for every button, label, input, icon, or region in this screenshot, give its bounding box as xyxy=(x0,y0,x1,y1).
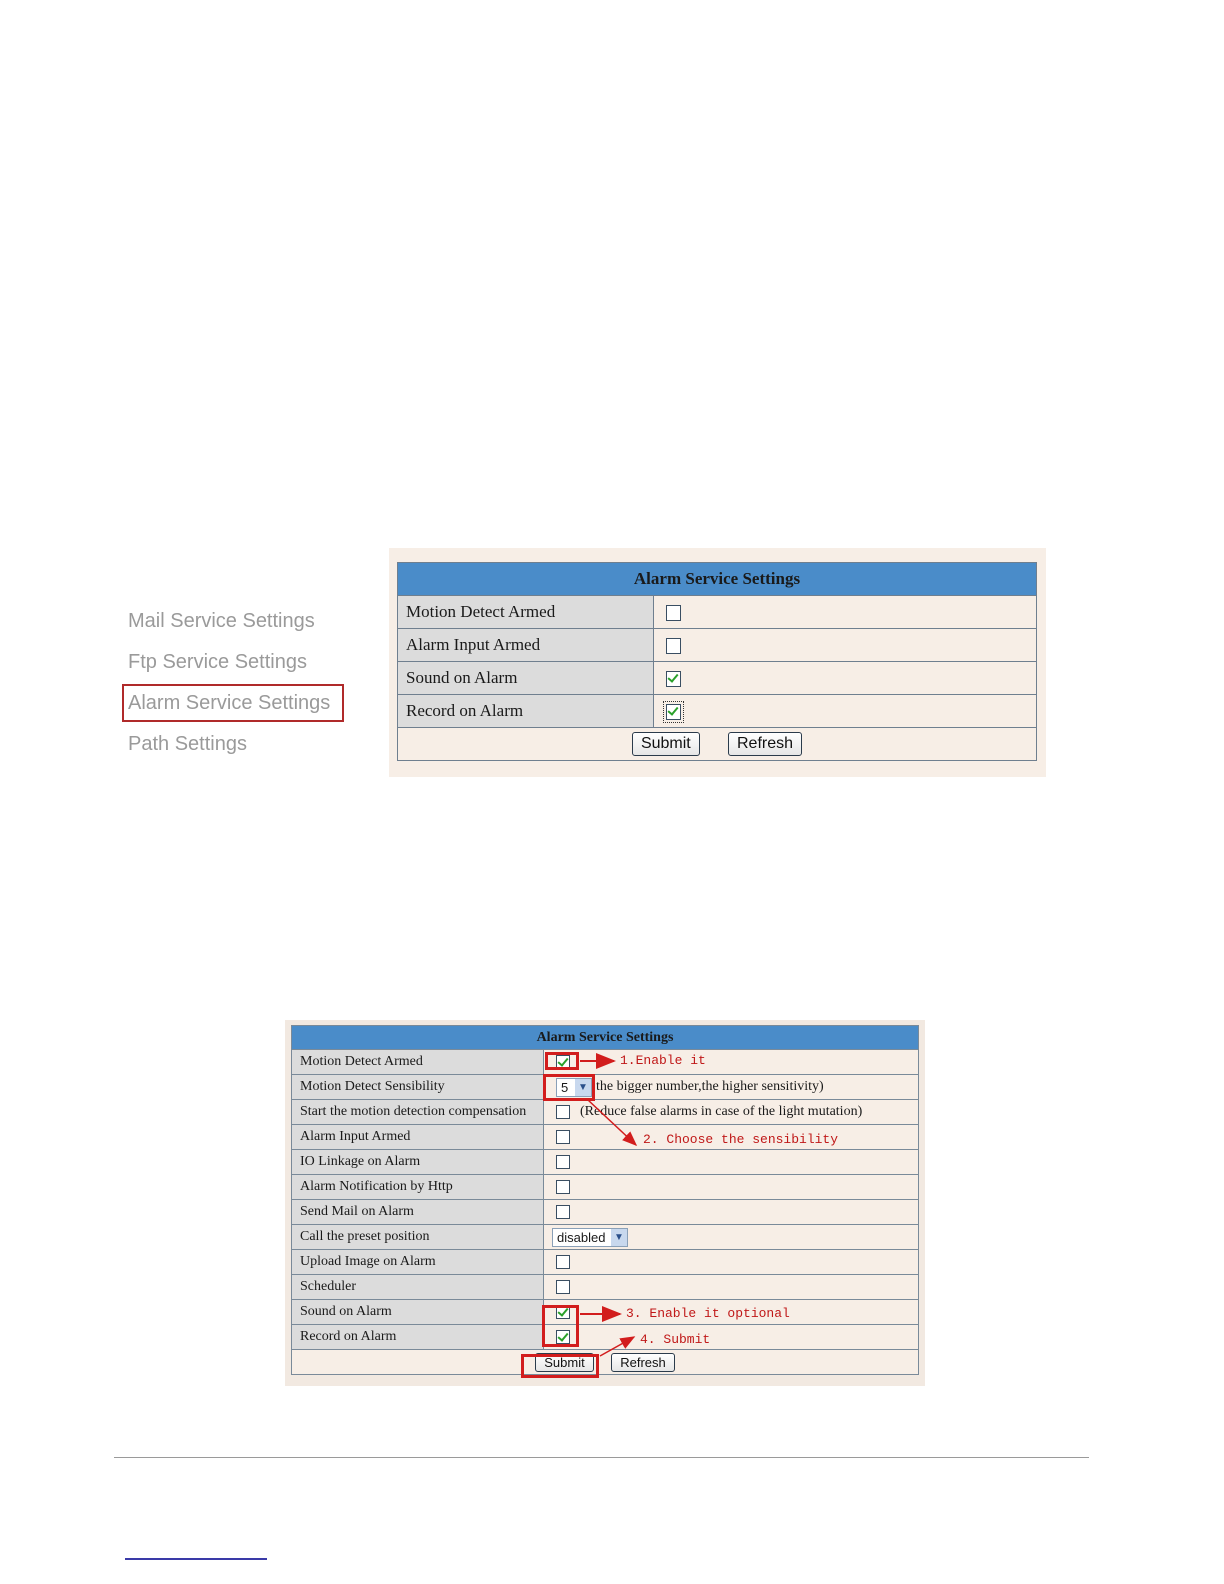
row-label: Scheduler xyxy=(292,1275,544,1300)
row-label: Motion Detect Armed xyxy=(398,596,654,629)
chevron-down-icon: ▼ xyxy=(575,1079,591,1096)
submit-button[interactable]: Submit xyxy=(535,1353,593,1372)
annotation-step2: 2. Choose the sensibility xyxy=(643,1132,839,1147)
menu-item-label: Alarm Service Settings xyxy=(128,692,331,714)
row-label: IO Linkage on Alarm xyxy=(292,1150,544,1175)
row-label: Alarm Notification by Http xyxy=(292,1175,544,1200)
table-title: Alarm Service Settings xyxy=(292,1026,919,1050)
refresh-button[interactable]: Refresh xyxy=(611,1353,675,1372)
chevron-down-icon: ▼ xyxy=(611,1229,627,1246)
row-label: Send Mail on Alarm xyxy=(292,1200,544,1225)
row-label: Sound on Alarm xyxy=(398,662,654,695)
annotation-step3: 3. Enable it optional xyxy=(626,1306,790,1321)
menu-item-ftp-service[interactable]: Ftp Service Settings xyxy=(128,651,307,673)
menu-item-mail-service[interactable]: Mail Service Settings xyxy=(128,610,315,632)
row-label: Alarm Input Armed xyxy=(292,1125,544,1150)
row-label: Start the motion detection compensation xyxy=(292,1100,544,1125)
menu-item-path-settings[interactable]: Path Settings xyxy=(128,733,247,755)
select-value: disabled xyxy=(557,1229,606,1245)
compensation-note: (Reduce false alarms in case of the light mutation) xyxy=(580,1103,863,1119)
row-label: Alarm Input Armed xyxy=(398,629,654,662)
annotation-step1: 1.Enable it xyxy=(620,1053,706,1068)
submit-button[interactable]: Submit xyxy=(632,732,700,756)
row-label: Sound on Alarm xyxy=(292,1300,544,1325)
table-title: Alarm Service Settings xyxy=(398,563,1037,596)
row-label: Motion Detect Armed xyxy=(292,1050,544,1075)
annotation-step4: 4. Submit xyxy=(640,1332,711,1347)
row-label: Record on Alarm xyxy=(398,695,654,728)
page-divider xyxy=(114,1457,1089,1458)
row-label: Record on Alarm xyxy=(292,1325,544,1350)
row-label: Call the preset position xyxy=(292,1225,544,1250)
select-value: 5 xyxy=(561,1079,569,1095)
footer-link-underline xyxy=(125,1558,267,1560)
row-label: Motion Detect Sensibility xyxy=(292,1075,544,1100)
row-label: Upload Image on Alarm xyxy=(292,1250,544,1275)
refresh-button[interactable]: Refresh xyxy=(728,732,802,756)
sensibility-note: the bigger number,the higher sensitivity) xyxy=(596,1079,824,1094)
